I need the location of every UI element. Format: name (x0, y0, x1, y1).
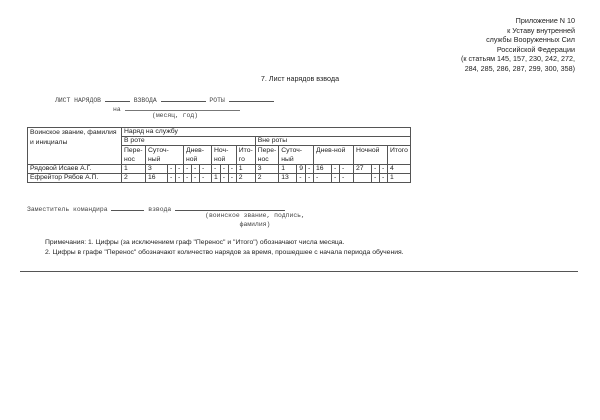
table-cell: 1 (236, 165, 255, 174)
table-cell: - (306, 165, 314, 174)
table-cell: - (380, 174, 388, 183)
document-title: 7. Лист нарядов взвода (260, 74, 340, 83)
table-cell: 1 (212, 174, 221, 183)
table-cell (354, 174, 372, 183)
table-cell: - (332, 174, 340, 183)
table-cell: - (184, 165, 192, 174)
table-cell: - (306, 174, 314, 183)
row-name: Ефрейтор Рябов А.П. (28, 174, 122, 183)
table-cell: 1 (388, 174, 411, 183)
table-cell: - (228, 165, 236, 174)
table-cell: 1 (122, 165, 146, 174)
table-cell: 9 (297, 165, 306, 174)
in-company-subheader: Пере-нос (122, 146, 146, 165)
table-cell: - (297, 174, 306, 183)
table-cell: 13 (279, 174, 297, 183)
table-cell: - (200, 174, 212, 183)
table-cell: - (192, 174, 200, 183)
col-name-header: Воинское звание, фамилия и инициалы (28, 128, 122, 165)
duty-table (27, 127, 411, 183)
table-cell: - (176, 165, 184, 174)
list-label: ЛИСТ НАРЯДОВ (55, 97, 102, 104)
platoon-number-blank (105, 94, 130, 102)
platoon-blank (161, 94, 206, 102)
platoon-label: ВЗВОДА (133, 97, 157, 104)
table-cell: 3 (255, 165, 279, 174)
out-company-header: Вне роты (255, 137, 410, 146)
notes (45, 238, 404, 258)
table-cell: - (220, 174, 228, 183)
table-cell: - (176, 174, 184, 183)
table-row (28, 174, 411, 183)
signature-caption: (воинское звание, подпись, фамилия) (205, 212, 305, 228)
table-cell: - (168, 165, 176, 174)
table-cell: - (184, 174, 192, 183)
duty-header: Наряд на службу (122, 128, 411, 137)
table-cell: 2 (255, 174, 279, 183)
in-company-subheader: Ито-го (236, 146, 255, 165)
on-label: на (113, 106, 121, 113)
table-cell: - (228, 174, 236, 183)
table-row (28, 165, 411, 174)
out-company-subheader: Суточ-ный (279, 146, 314, 165)
month-blank (125, 103, 240, 111)
appendix-line: службы Вооруженных Сил (486, 35, 575, 45)
platoon-label: взвода (148, 206, 172, 213)
table-cell: - (212, 165, 221, 174)
table-cell: - (372, 165, 380, 174)
table-cell: - (332, 165, 340, 174)
out-company-subheader: Итого (388, 146, 411, 165)
table-cell: 4 (388, 165, 411, 174)
row-name: Рядовой Исаев А.Г. (28, 165, 122, 174)
table-cell: 16 (314, 165, 332, 174)
table-cell: - (168, 174, 176, 183)
table-cell: 2 (122, 174, 146, 183)
in-company-subheader: Ноч-ной (212, 146, 237, 165)
table-cell: - (340, 165, 354, 174)
out-company-subheader: Ночной (354, 146, 388, 165)
company-blank (229, 94, 274, 102)
appendix-line: (к статьям 145, 157, 230, 242, 272, (461, 54, 575, 64)
table-cell: - (340, 174, 354, 183)
table-cell: 2 (236, 174, 255, 183)
table-cell: - (372, 174, 380, 183)
table-cell: 27 (354, 165, 372, 174)
table-cell: - (200, 165, 212, 174)
in-company-subheader: Днев-ной (184, 146, 212, 165)
in-company-subheader: Суточ-ный (146, 146, 184, 165)
table-cell: 16 (146, 174, 168, 183)
table-cell: - (380, 165, 388, 174)
appendix-note (461, 16, 575, 74)
note-1: Примечания: 1. Цифры (за исключением граф "Перенос" и "Итого") обозначают числа месяца. (45, 239, 345, 246)
appendix-line: Приложение N 10 (515, 16, 575, 25)
appendix-line: Российской Федерации (496, 44, 575, 54)
month-caption: (месяц, год) (152, 112, 199, 119)
company-label: РОТЫ (209, 97, 225, 104)
signature-blank (175, 203, 285, 211)
appendix-line: 284, 285, 286, 287, 299, 300, 358) (464, 63, 575, 73)
appendix-line: к Уставу внутренней (507, 25, 575, 35)
note-2: 2. Цифры в графе "Перенос" обозначают количество нарядов за время, прошедшее с начала периода обучения. (45, 249, 404, 256)
table-cell: - (314, 174, 332, 183)
table-cell: - (220, 165, 228, 174)
deputy-label: Заместитель командира (27, 206, 108, 213)
bottom-rule (20, 271, 578, 272)
deputy-blank (111, 203, 144, 211)
table-cell: - (192, 165, 200, 174)
table-cell: 1 (279, 165, 297, 174)
table-cell: 3 (146, 165, 168, 174)
out-company-subheader: Пере-нос (255, 146, 279, 165)
out-company-subheader: Днев-ной (314, 146, 354, 165)
in-company-header: В роте (122, 137, 256, 146)
